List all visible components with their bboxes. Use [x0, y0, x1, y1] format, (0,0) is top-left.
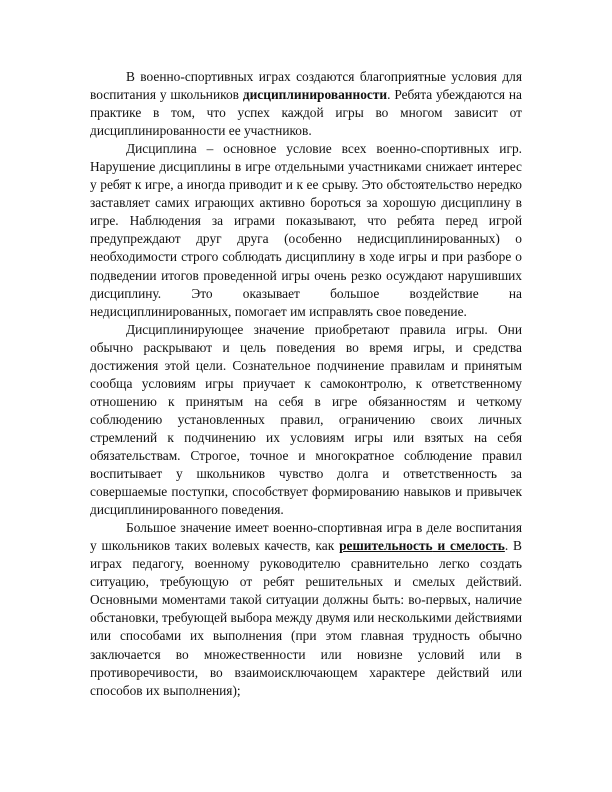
paragraph-1-bold-term: дисциплинированности — [242, 87, 388, 103]
paragraph-4-bold-conjunction: и — [432, 538, 451, 554]
paragraph-1-text-end: . Ребята убеждаются на практике в том, что успех каждой игры во многом зависит от дисциплинированности ее участников. — [90, 87, 522, 139]
paragraph-4-text-start: Большое значение имеет военно-спортивная игра в деле воспитания у школьников таких волевых качеств, как — [90, 520, 522, 554]
paragraph-game-rules: Дисциплинирующее значение приобретают правила игры. Они обычно раскрывают и цель поведения во время игры, и средства достижения этой цели. Сознательное подчинение правилам и принятым сообща условиям игры приучает к самоконтролю, к ответственному отношению к принятым на себя в игре обязанностям и четкому соблюдению установленных правил, ограничению своих личных стремлений к подчинению их условиям игры или взятых на себя обязательствам. Строгое, точное и многократное соблюдение правил воспитывает у школьников чувство долга и ответственность за совершаемые поступки, способствует формированию навыков и привычек дисциплинированного поведения. — [90, 321, 522, 518]
paragraph-4-text-end: . В играх педагогу, военному руководителю сравнительно легко создать ситуацию, требующую от ребят решительных и смелых действий. Основными моментами такой ситуации должны быть: во-первых, наличие обстановки, требующей выбора между двумя или несколькими действиями или способами их выполнения (при этом главная трудность обычно заключается во множественности или новизне условий или в противоречивости, во взаимоисключающем характере действий или способов их выполнения); — [90, 538, 522, 698]
document-page — [90, 68, 522, 700]
paragraph-discipline-condition: Дисциплина – основное условие всех военно-спортивных игр. Нарушение дисциплины в игре отдельными участниками снижает интерес у ребят к игре, а иногда приводит и к ее срыву. Это обстоятельство нередко заставляет самих играющих активно бороться за хорошую дисциплину в игре. Наблюдения за играми показывают, что ребята перед игрой предупреждают друг друга (особенно недисциплинированных) о необходимости строго соблюдать дисциплину в ходе игры и при разборе о подведении итогов проведенной игры очень резко осуждают нарушивших дисциплину. Это оказывает большое воздействие на недисциплинированных, помогает им исправлять свое поведение. — [90, 141, 522, 319]
paragraph-1-text-start: В военно-спортивных играх создаются благоприятные условия для воспитания у школьников — [90, 69, 522, 103]
paragraph-volitional-qualities — [90, 519, 522, 699]
paragraph-4-bold-term-2: смелость — [450, 538, 505, 554]
paragraph-discipline-intro — [90, 68, 522, 140]
paragraph-4-bold-term-1: решительность — [339, 538, 433, 554]
